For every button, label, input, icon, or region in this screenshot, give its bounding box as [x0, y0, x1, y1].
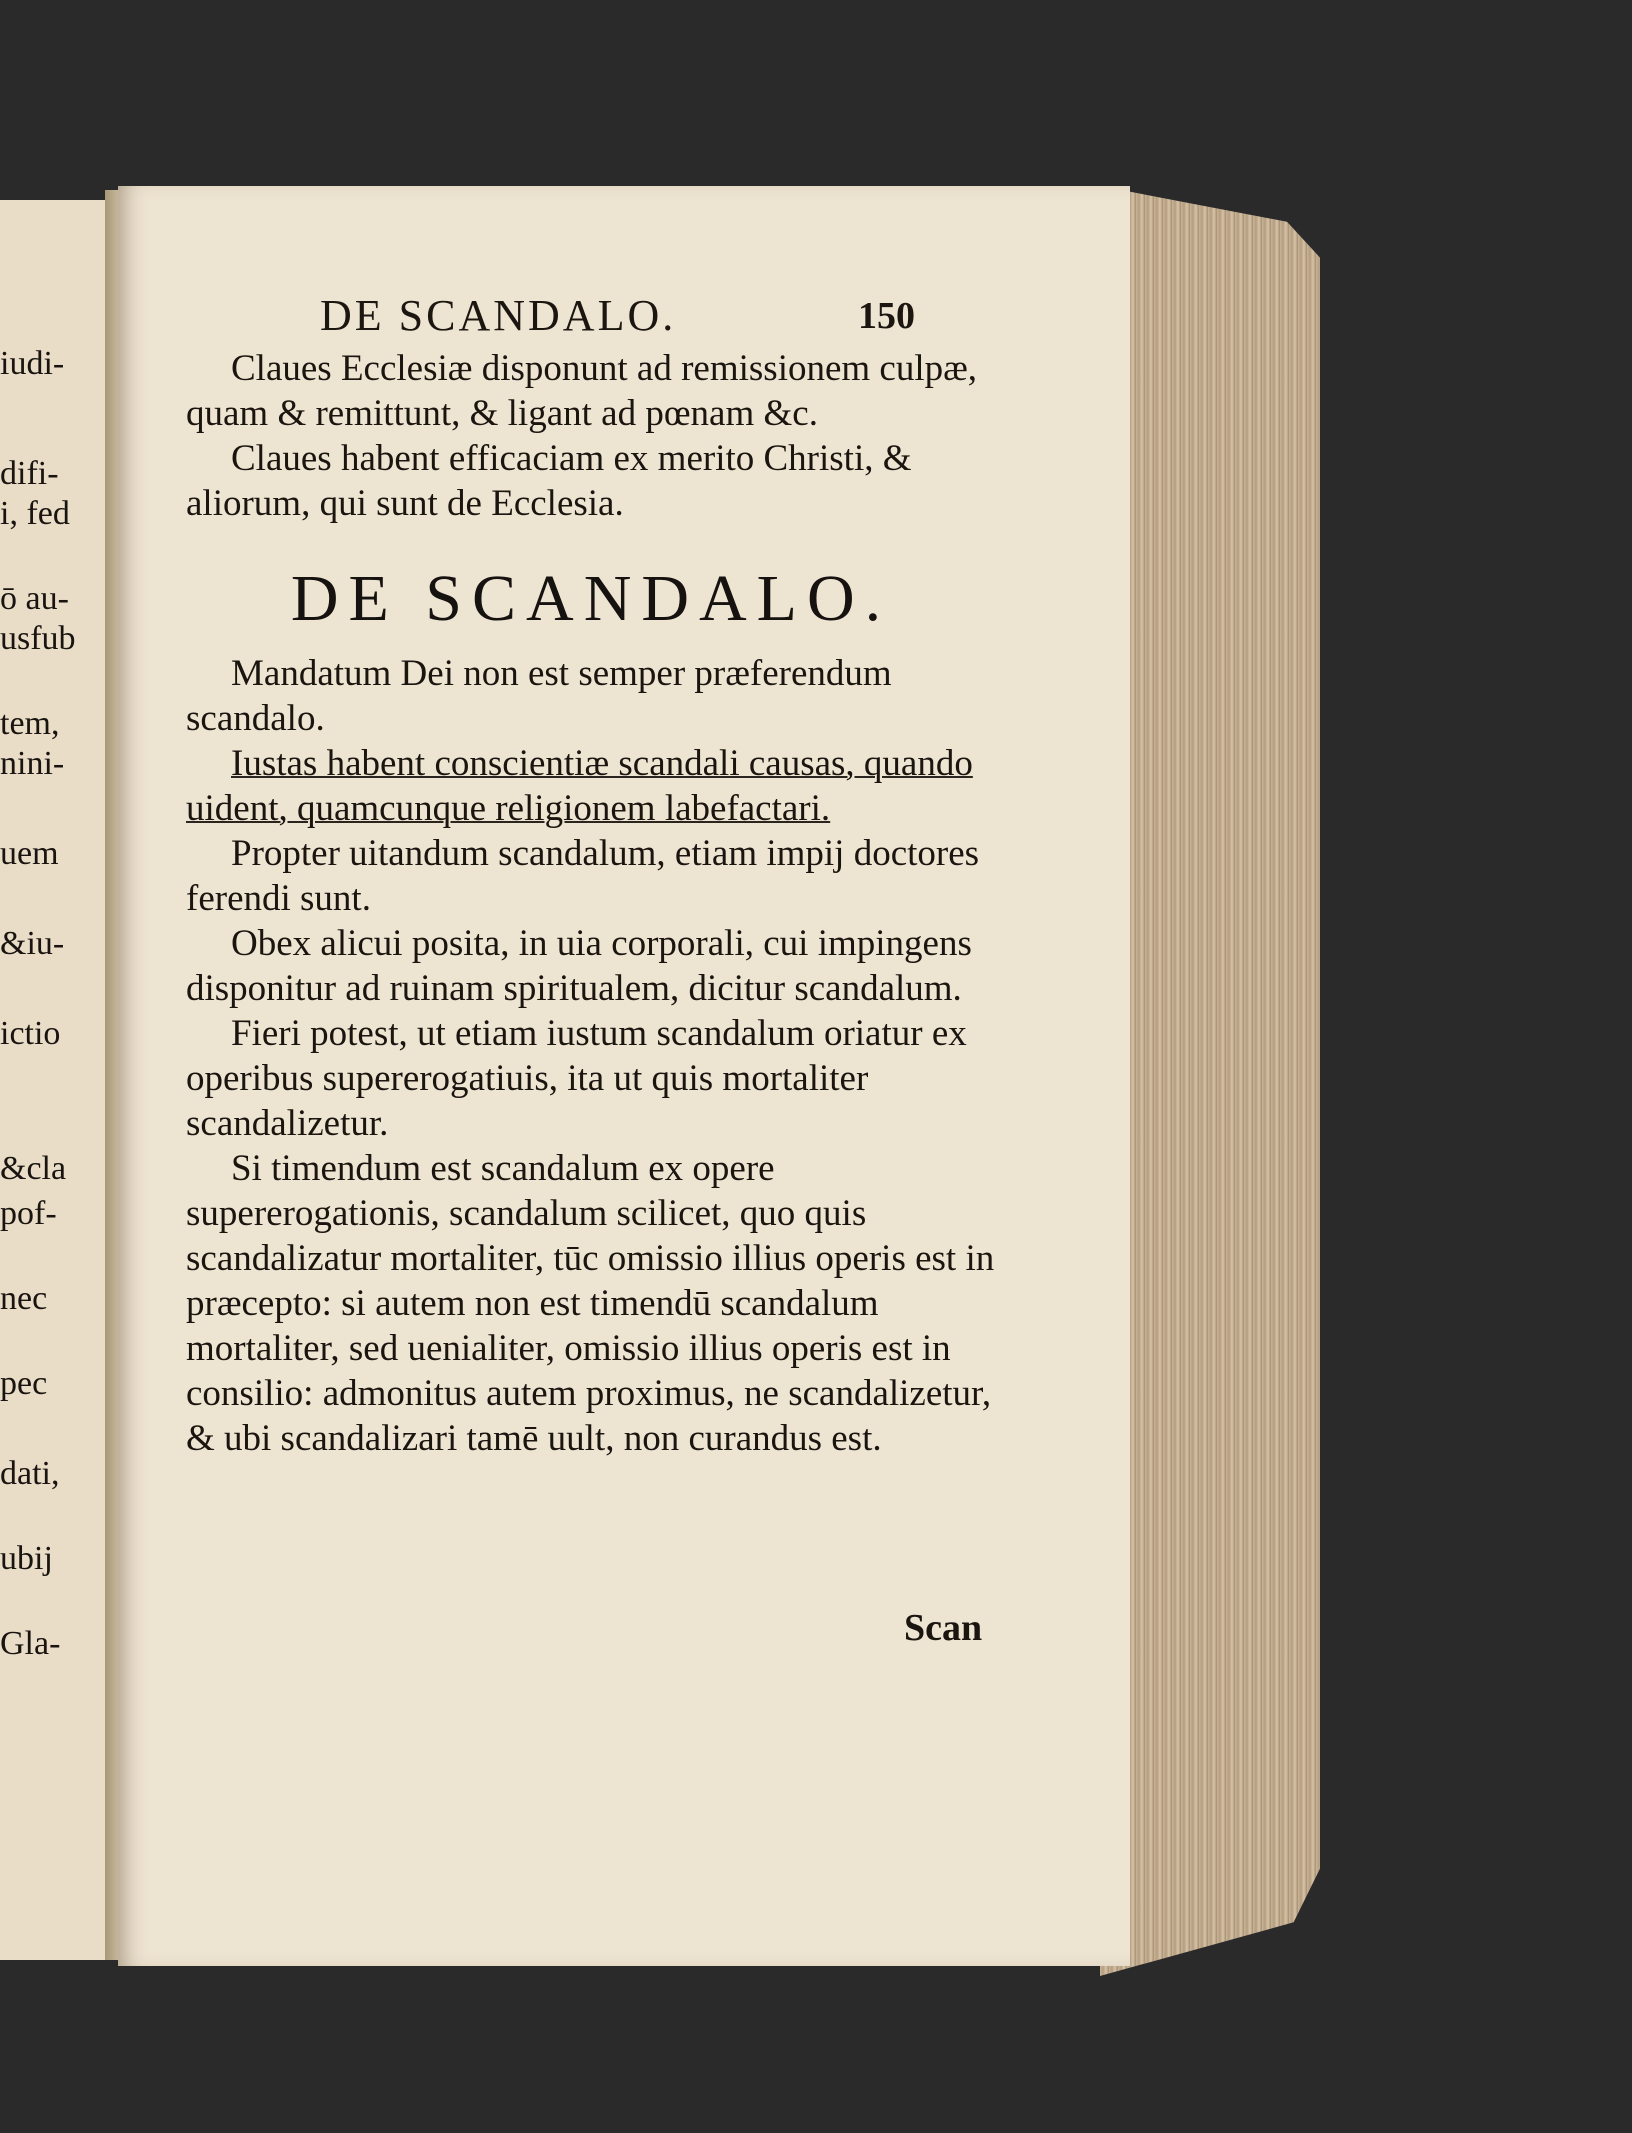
margin-fragment: Gla- — [0, 1625, 61, 1662]
left-page — [0, 200, 122, 1960]
margin-fragment: difi- — [0, 455, 59, 492]
page-edges — [1100, 186, 1320, 1976]
margin-fragment: dati, — [0, 1455, 60, 1492]
section-title: DE SCANDALO. — [290, 562, 892, 635]
margin-fragment: i, fed — [0, 495, 70, 532]
margin-fragment: ictio — [0, 1015, 61, 1052]
margin-fragment: pec — [0, 1365, 48, 1402]
margin-fragment: nec — [0, 1280, 48, 1317]
paragraph: Claues Ecclesiæ disponunt ad remissionem culpæ, quam & remittunt, & ligant ad pœnam &c. — [186, 348, 978, 434]
paragraph: Mandatum Dei non est semper præferendum scandalo. — [186, 653, 892, 739]
paragraph: Obex alicui posita, in uia corporali, cui impingens disponitur ad ruinam spiritualem, dicitur scandalum. — [186, 923, 972, 1009]
paragraph: Si timendum est scandalum ex opere supererogationis, scandalum scilicet, quo quis scandalizatur mortaliter, tūc omissio illius operis est in præcepto: si autem non est timendū scandalum mortaliter, sed uenialiter, omissio illius operis est in consilio: admonitus autem proximus, ne scandalizetur, & ubi scandalizari tamē uult, non curandus est. — [186, 1148, 995, 1459]
paragraph: Propter uitandum scandalum, etiam impij doctores ferendi sunt. — [186, 833, 980, 919]
margin-fragment: pof- — [0, 1195, 57, 1232]
margin-fragment: tem, — [0, 705, 60, 742]
running-head: DE SCANDALO. — [320, 291, 677, 340]
page-text — [186, 346, 996, 1461]
margin-fragment: &iu- — [0, 925, 65, 962]
underlined-paragraph: Iustas habent conscientiæ scandali causas, quando uident, quamcunque religionem labefactari. — [186, 743, 973, 829]
margin-fragment: ō au- — [0, 580, 69, 617]
page-number: 150 — [858, 295, 915, 337]
paragraph: Claues habent efficaciam ex merito Christi, & aliorum, qui sunt de Ecclesia. — [186, 438, 912, 524]
margin-fragment: iudi- — [0, 345, 65, 382]
margin-fragment: ubij — [0, 1540, 53, 1577]
margin-fragment: usfub — [0, 620, 76, 657]
paragraph: Fieri potest, ut etiam iustum scandalum oriatur ex operibus supererogatiuis, ita ut quis mortaliter scandalizetur. — [186, 1013, 967, 1144]
margin-fragment: nini- — [0, 745, 65, 782]
margin-fragment: &cla — [0, 1150, 67, 1187]
catchword: Scan — [904, 1607, 983, 1649]
margin-fragment: uem — [0, 835, 59, 872]
